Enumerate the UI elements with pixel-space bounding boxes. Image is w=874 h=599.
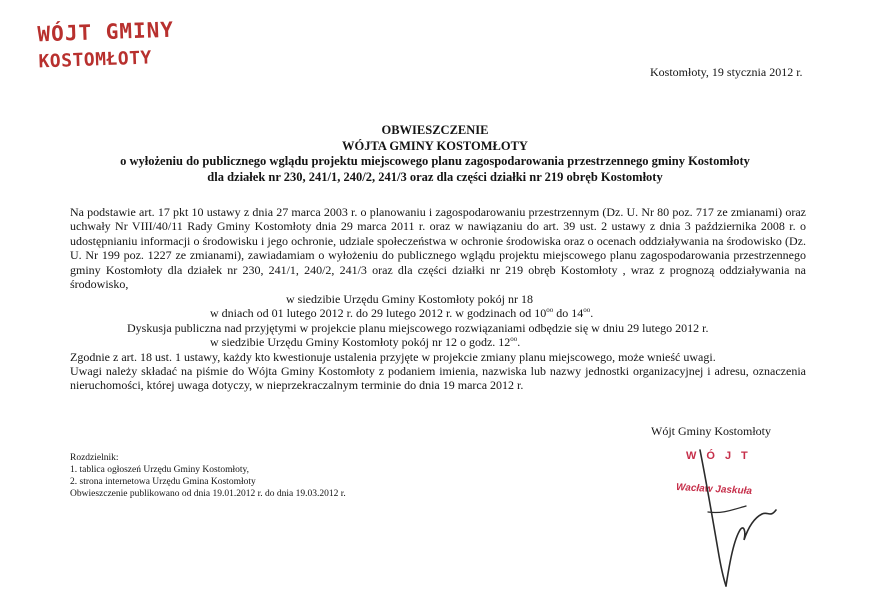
stamp-line-1: WÓJT GMINY	[37, 17, 175, 47]
heading-authority: WÓJTA GMINY KOSTOMŁOTY	[342, 138, 528, 153]
distribution-item-1: 1. tablica ogłoszeń Urzędu Gminy Kostomłoty,	[70, 465, 250, 475]
document-date: Kostomłoty, 19 stycznia 2012 r.	[650, 65, 803, 79]
line-discussion-place: w siedzibie Urzędu Gminy Kostomłoty pokój nr 12 o godz. $12^{oo}$.	[210, 335, 521, 349]
document-heading	[60, 123, 810, 185]
distribution-item-2: 2. strona internetowa Urzędu Gmina Kostomłoty	[70, 477, 256, 487]
heading-subject-2: dla działek nr 230, 241/1, 240/2, 241/3 oraz dla części działki nr 219 obręb Kostomłoty	[207, 169, 663, 184]
distribution-label: Rozdzielnik:	[70, 453, 119, 463]
paragraph-legal-basis: Na podstawie art. 17 pkt 10 ustawy z dnia 27 marca 2003 r. o planowaniu i zagospodarowaniu przestrzennym (Dz. U. Nr 80 poz. 717 ze zmianami) oraz uchwały Nr VIII/40/11 Rady Gminy Kostomłoty dnia 29 marca 2011 r. oraz w nawiązaniu do art. 39 ust. 2 ustawy z dnia 3 października 2008 r. o udostępnianiu informacji o środowisku i jego ochronie, udziale społeczeństwa w ochronie środowiska oraz o ocenach oddziaływania na środowisko (Dz. U. Nr 199 poz. 1227 ze zmianami), zawiadamiam o wyłożeniu do publicznego wglądu projektu miejscowego planu zagospodarowania przestrzennego gminy Kostomłoty dla działek nr 230, 241/1, 240/2, 241/3 oraz dla części działki nr 219 obręb Kostomłoty , wraz z prognozą oddziaływania na środowisko,	[70, 205, 806, 292]
publication-period: Obwieszczenie publikowano od dnia 19.01.2012 r. do dnia 19.03.2012 r.	[70, 489, 346, 499]
signature-stamp-word: WÓJT	[686, 450, 758, 462]
header-stamp	[37, 16, 175, 77]
paragraph-remarks: Uwagi należy składać na piśmie do Wójta Gminy Kostomłoty z podaniem imienia, nazwiska lub nazwy jednostki organizacyjnej i adresu, oznaczenia nieruchomości, której uwaga dotyczy, w nieprzekraczalnym terminie do dnia 19 marca 2012 r.	[70, 364, 806, 393]
line-art18: Zgodnie z art. 18 ust. 1 ustawy, każdy kto kwestionuje ustalenia przyjęte w projekcie zmiany planu miejscowego, może wnieść uwagi.	[70, 350, 716, 364]
heading-title: OBWIESZCZENIE	[381, 123, 489, 137]
handwritten-signature	[672, 440, 792, 590]
stamp-line-2: KOSTOMŁOTY	[38, 47, 153, 73]
line-discussion: Dyskusja publiczna nad przyjętymi w projekcie planu miejscowego rozwiązaniami odbędzie się w dniu 29 lutego 2012 r.	[127, 321, 709, 335]
signature-title: Wójt Gminy Kostomłoty	[651, 424, 771, 438]
signature-stamp-name: Wacław Jaskuła	[675, 482, 753, 497]
line-period: w dniach od 01 lutego 2012 r. do 29 lutego 2012 r. w godzinach od $10^{oo}$ do $14^{oo}$.	[210, 306, 594, 320]
heading-subject-1: o wyłożeniu do publicznego wglądu projektu miejscowego planu zagospodarowania przestrzennego gminy Kostomłoty	[120, 154, 750, 168]
line-place: w siedzibie Urzędu Gminy Kostomłoty pokój nr 18	[286, 292, 533, 306]
